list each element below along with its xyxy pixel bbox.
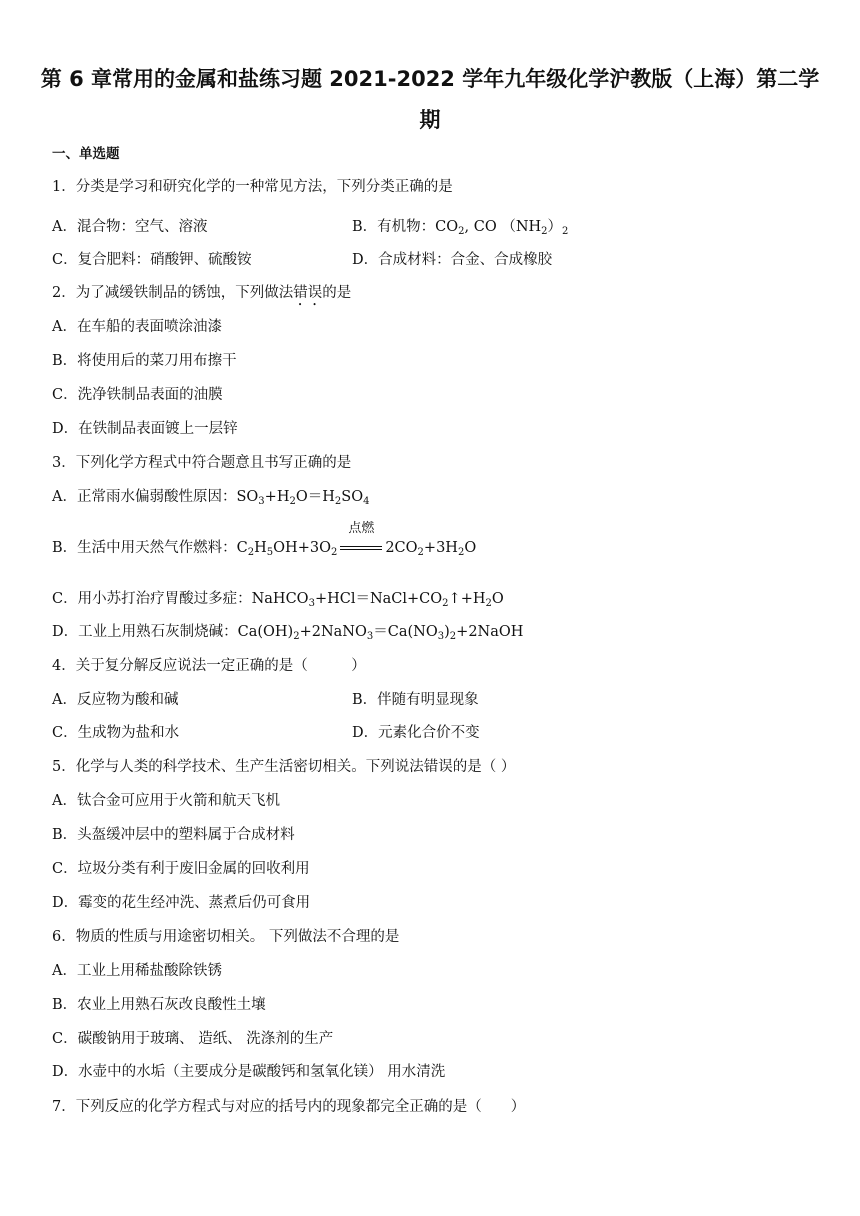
question-4-option-a: A．反应物为酸和碱 <box>52 692 179 708</box>
question-2-option-b: B．将使用后的菜刀用布擦干 <box>52 353 237 369</box>
question-6-option-a: A．工业上用稀盐酸除铁锈 <box>52 963 222 979</box>
question-1-option-d: D．合成材料：合金、合成橡胶 <box>352 252 553 268</box>
question-4-option-b: B．伴随有明显现象 <box>352 692 479 708</box>
question-4-option-c: C．生成物为盐和水 <box>52 725 180 741</box>
question-2-stem: 2．为了减缓铁制品的锈蚀，下列做法错误的是 <box>52 285 352 301</box>
question-3-option-a: A．正常雨水偏弱酸性原因：$SO_3+H_2O=H_2SO_4$ <box>52 489 370 507</box>
question-4-stem: 4．关于复分解反应说法一定正确的是（ ） <box>52 658 366 674</box>
reaction-condition-equals-sign <box>338 521 384 558</box>
question-6-option-b: B．农业上用熟石灰改良酸性土壤 <box>52 997 266 1013</box>
document-title-line-2: 期 <box>419 108 441 132</box>
question-2-option-a: A．在车船的表面喷涂油漆 <box>52 319 222 335</box>
question-1-option-a: A．混合物：空气、溶液 <box>52 219 208 235</box>
question-5-option-b: B．头盔缓冲层中的塑料属于合成材料 <box>52 827 295 843</box>
question-5-stem: 5．化学与人类的科学技术、生产生活密切相关。下列说法错误的是（ ） <box>52 759 516 775</box>
section-heading-single-choice: 一、单选题 <box>52 146 120 162</box>
question-3-stem: 3．下列化学方程式中符合题意且书写正确的是 <box>52 455 352 471</box>
question-5-option-c: C．垃圾分类有利于废旧金属的回收利用 <box>52 861 310 877</box>
question-1-option-b: B．有机物：$CO_2$, CO $(NH_2)_2$ <box>352 219 569 237</box>
question-2-option-c: C．洗净铁制品表面的油膜 <box>52 387 223 403</box>
question-3-option-d: D．工业上用熟石灰制烧碱：$Ca(OH)_2+2NaNO_3=Ca(NO_3)_2+2NaOH$ <box>52 624 524 642</box>
question-6-option-d: D．水壶中的水垢（主要成分是碳酸钙和氢氧化镁） 用水清洗 <box>52 1064 446 1080</box>
question-6-option-c: C．碳酸钠用于玻璃、 造纸、 洗涤剂的生产 <box>52 1031 334 1047</box>
question-1-stem: 1．分类是学习和研究化学的一种常见方法，下列分类正确的是 <box>52 179 453 195</box>
document-title-line-1: 第 6 章常用的金属和盐练习题 2021-2022 学年九年级化学沪教版（上海）第二学 <box>40 67 820 91</box>
question-4-option-d: D．元素化合价不变 <box>352 725 480 741</box>
question-2-option-d: D．在铁制品表面镀上一层锌 <box>52 421 238 437</box>
question-3-option-c: C．用小苏打治疗胃酸过多症：$NaHCO_3+HCl=NaCl+CO_2↑+H_2O$ <box>52 591 504 609</box>
question-5-option-a: A．钛合金可应用于火箭和航天飞机 <box>52 793 280 809</box>
question-1-option-c: C．复合肥料：硝酸钾、硫酸铵 <box>52 252 252 268</box>
question-5-option-d: D．霉变的花生经冲洗、蒸煮后仍可食用 <box>52 895 311 911</box>
question-7-stem: 7．下列反应的化学方程式与对应的括号内的现象都完全正确的是（ ） <box>52 1099 526 1115</box>
question-3-option-b: B．生活中用天然气作燃料：$C_2H_5OH+3O_2$ 点燃 $2CO_2+3H_2O$ <box>52 521 477 558</box>
reaction-condition-text: 点燃 <box>348 521 375 536</box>
question-6-stem: 6．物质的性质与用途密切相关。 下列做法不合理的是 <box>52 929 400 945</box>
emphasized-word: 错误 <box>293 285 323 301</box>
